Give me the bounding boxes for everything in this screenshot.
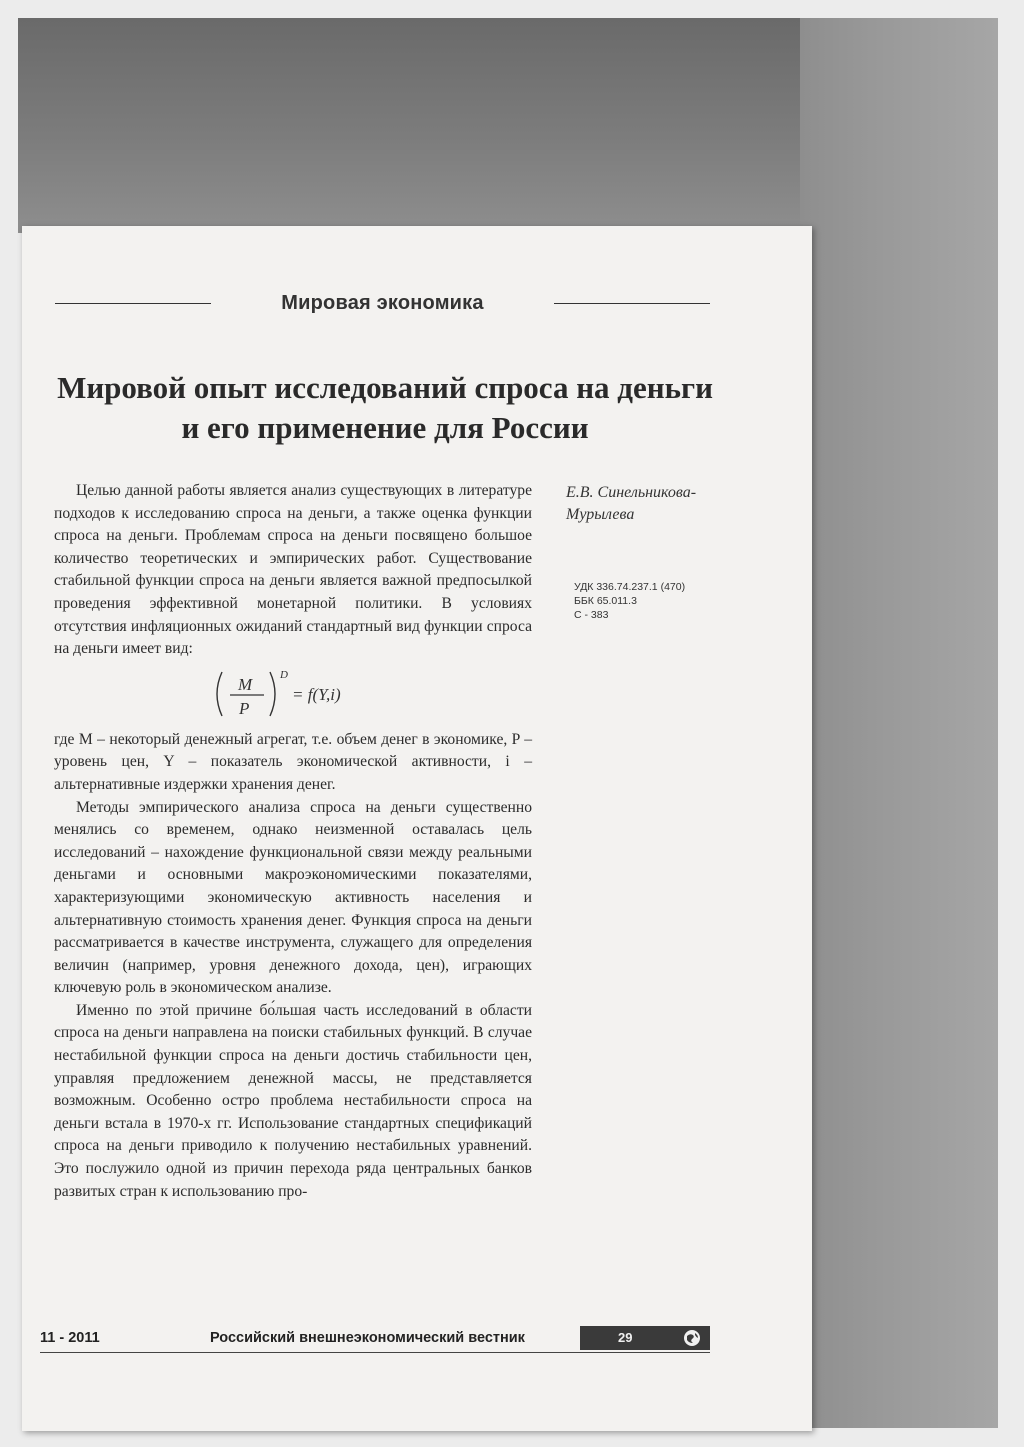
formula-rhs: = f(Y,i) <box>292 684 341 704</box>
page-footer <box>40 1326 710 1354</box>
issue-number: 11 - 2011 <box>40 1330 100 1346</box>
formula-graphic <box>208 664 378 724</box>
section-header <box>55 288 710 318</box>
header-rule-right <box>554 303 710 304</box>
scanner-background-right <box>800 18 998 1428</box>
paragraph-stability: Именно по этой причине бо́льшая часть исследований в области спроса на деньги направлена на поиски стабильных функций. В случае нестабильной функции спроса на деньги достичь стабильности цен, управляя предложением денежной массы, не представляется возможным. Особенно остро проблема нестабильности спроса на деньги встала в 1970-х гг. Использование стандартных спецификаций спроса на деньги приводило к получению нестабильных уравнений. Это послужило одной из причин перехода ряда центральных банков развитых стран к использованию про- <box>54 1001 532 1200</box>
page-number-box <box>580 1326 710 1350</box>
paragraph-methods: Методы эмпирического анализа спроса на деньги существенно менялись со временем, однако неизменной оставалась цель исследований – нахождение функциональной связи между реальными деньгами и основными макроэкономическими показателями, характеризующими экономическую активность населения и альтернативную стоимость хранения денег. Функция спроса на деньги рассматривается в качестве инструмента, служащего для определения величин (например, уровня денежного дохода, цен), играющих ключевую роль в экономическом анализе. <box>54 798 532 997</box>
article-title-line-2: и его применение для России <box>181 410 589 445</box>
journal-name: Российский внешнеэкономический вестник <box>210 1330 525 1346</box>
formula-denominator: P <box>239 698 250 718</box>
classification-codes <box>574 580 744 622</box>
paragraph-definitions: где M – некоторый денежный агрегат, т.е. объем денег в экономике, P – уровень цен, Y – показатель экономической активности, i – альтернативные издержки хранения денег. <box>54 730 532 793</box>
article-body <box>54 480 532 1203</box>
formula-numerator: M <box>238 674 253 694</box>
globe-icon <box>682 1328 702 1353</box>
udk-code: УДК 336.74.237.1 (470) <box>574 581 686 593</box>
formula-superscript: D <box>280 668 288 681</box>
footer-rule <box>40 1352 710 1353</box>
article-title <box>40 368 730 448</box>
c-code: С - 383 <box>574 609 609 621</box>
paragraph-intro: Целью данной работы является анализ существующих в литературе подходов к исследованию спроса на деньги, а также оценка функции спроса на деньги. Проблемам спроса на деньги посвящено большое количество теоретических и эмпирических работ. Существование стабильной функции спроса на деньги является важной предпосылкой проведения эффективной монетарной политики. В условиях отсутствия инфляционных ожиданий стандартный вид функции спроса на деньги имеет вид: <box>54 482 532 658</box>
author-name-line-2: Мурылева <box>566 506 635 523</box>
header-rule-left <box>55 303 211 304</box>
money-demand-formula <box>54 663 532 725</box>
author-name-line-1: Е.В. Синельникова- <box>566 484 697 501</box>
section-title: Мировая экономика <box>281 291 484 314</box>
bbk-code: ББК 65.011.3 <box>574 595 637 607</box>
author-name <box>566 482 736 526</box>
page-number: 29 <box>618 1330 633 1345</box>
article-title-line-1: Мировой опыт исследований спроса на деньги <box>57 370 713 405</box>
